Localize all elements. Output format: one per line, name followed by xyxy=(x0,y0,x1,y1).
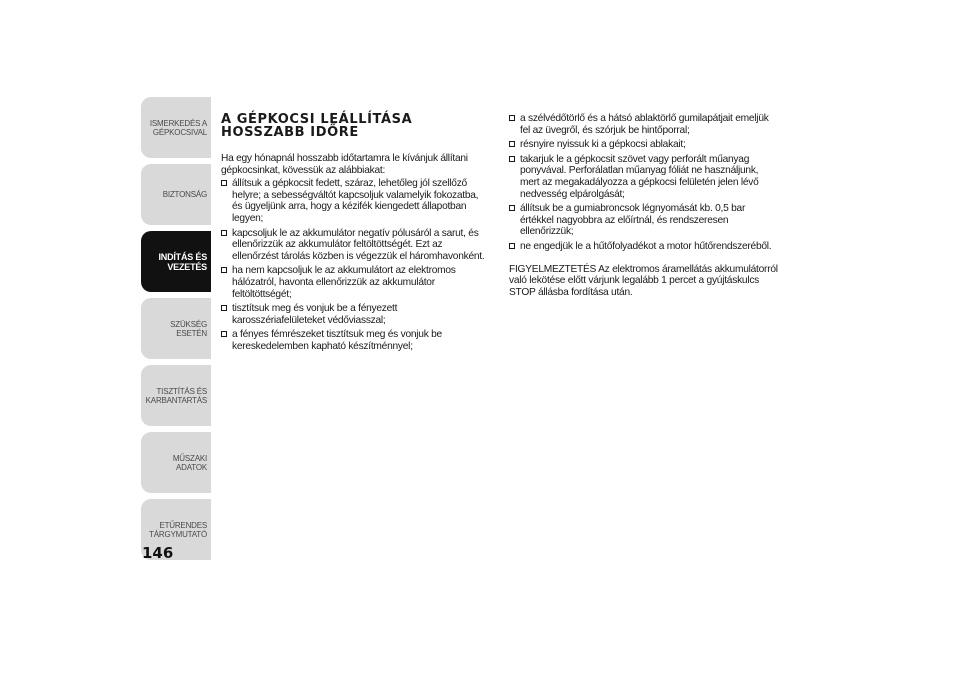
tab-biztonsag[interactable] xyxy=(141,164,211,225)
tab-label: ETŰRENDES TÁRGYMUTATÓ xyxy=(149,520,207,539)
list-item: a szélvédőtörlő és a hátsó ablaktörlő gumilapátjait emeljük fel az üvegről, és szórjuk be hintőporral; xyxy=(509,113,779,136)
list-item: takarjuk le a gépkocsit szövet vagy perforált műanyag ponyvával. Perforálatlan műanyag fóliát ne használjunk, mert az megakadályozza a gépkocsi felületén jelen lévő nedvesség elpárolgását; xyxy=(509,154,779,200)
intro-text: Ha egy hónapnál hosszabb időtartamra le kívánjuk állítani gépkocsinkat, kövessük az alábbiakat: xyxy=(221,153,468,176)
checkbox-bullet-icon xyxy=(221,230,227,236)
list-item: tisztítsuk meg és vonjuk be a fényezett karosszériafelületeket védőviasszal; xyxy=(221,303,491,326)
tab-label: SZÜKSÉG ESETÉN xyxy=(170,319,207,338)
warning-note xyxy=(509,264,779,299)
chapter-tabs xyxy=(141,97,211,566)
tab-tisztitas[interactable] xyxy=(141,365,211,426)
checkbox-bullet-icon xyxy=(509,115,515,121)
list-item: kapcsoljuk le az akkumulátor negatív pólusáról a sarut, és ellenőrizzük az akkumulátor feltöltöttségét. Ezt az ellenőrzést tárolás közben is végezzük el háromhavonként. xyxy=(221,228,491,263)
checkbox-bullet-icon xyxy=(221,267,227,273)
checkbox-bullet-icon xyxy=(509,205,515,211)
left-checklist xyxy=(221,178,491,352)
checkbox-bullet-icon xyxy=(509,156,515,162)
list-item: állítsuk be a gumiabroncsok légnyomását kb. 0,5 bar értékkel nagyobbra az előírtnál, és rendszeresen ellenőrizzük; xyxy=(509,203,779,238)
right-column xyxy=(509,113,779,298)
list-item: résnyire nyissuk ki a gépkocsi ablakait; xyxy=(509,139,779,151)
title-line-1: A GÉPKOCSI LEÁLLÍTÁSA xyxy=(221,112,413,127)
tab-label: ISMERKEDÉS A GÉPKOCSIVAL xyxy=(149,118,207,137)
title-line-2: HOSSZABB IDŐRE xyxy=(221,125,359,140)
warning-label: FIGYELMEZTETÉS xyxy=(509,263,597,275)
checkbox-bullet-icon xyxy=(221,305,227,311)
tab-muszaki-adatok[interactable] xyxy=(141,432,211,493)
list-item: ne engedjük le a hűtőfolyadékot a motor hűtőrendszeréből. xyxy=(509,241,779,253)
checkbox-bullet-icon xyxy=(509,141,515,147)
checkbox-bullet-icon xyxy=(509,243,515,249)
list-item: állítsuk a gépkocsit fedett, száraz, lehetőleg jól szellőző helyre; a sebességváltót kapcsoljuk valamelyik fokozatba, és ügyeljünk arra, hogy a kézifék kiengedett állapotban legyen; xyxy=(221,178,491,224)
checkbox-bullet-icon xyxy=(221,331,227,337)
right-checklist xyxy=(509,113,779,253)
list-item: ha nem kapcsoljuk le az akkumulátort az elektromos hálózatról, havonta ellenőrizzük az akkumulátor feltöltöttségét; xyxy=(221,265,491,300)
tab-label: BIZTONSÁG xyxy=(162,190,207,199)
left-column xyxy=(221,113,491,356)
list-item: a fényes fémrészeket tisztítsuk meg és vonjuk be kereskedelemben kapható készítménnyel; xyxy=(221,329,491,352)
tab-label: MŰSZAKI ADATOK xyxy=(172,453,207,472)
warning-text: Az elektromos áramellátás akkumulátorról való lekötése előtt várjunk legalább 1 percet a gyújtáskulcs STOP állásba fordítása után. xyxy=(509,263,778,298)
tab-szukseg-eseten[interactable] xyxy=(141,298,211,359)
tab-label: TISZTÍTÁS ÉS KARBANTARTÁS xyxy=(145,386,207,405)
checkbox-bullet-icon xyxy=(221,180,227,186)
tab-inditas-es-vezetes[interactable] xyxy=(141,231,211,292)
section-title xyxy=(221,113,491,139)
tab-label: INDÍTÁS ÉS VEZETÉS xyxy=(158,251,207,272)
tab-ismerkedes[interactable] xyxy=(141,97,211,158)
page-number: 146 xyxy=(142,544,174,562)
